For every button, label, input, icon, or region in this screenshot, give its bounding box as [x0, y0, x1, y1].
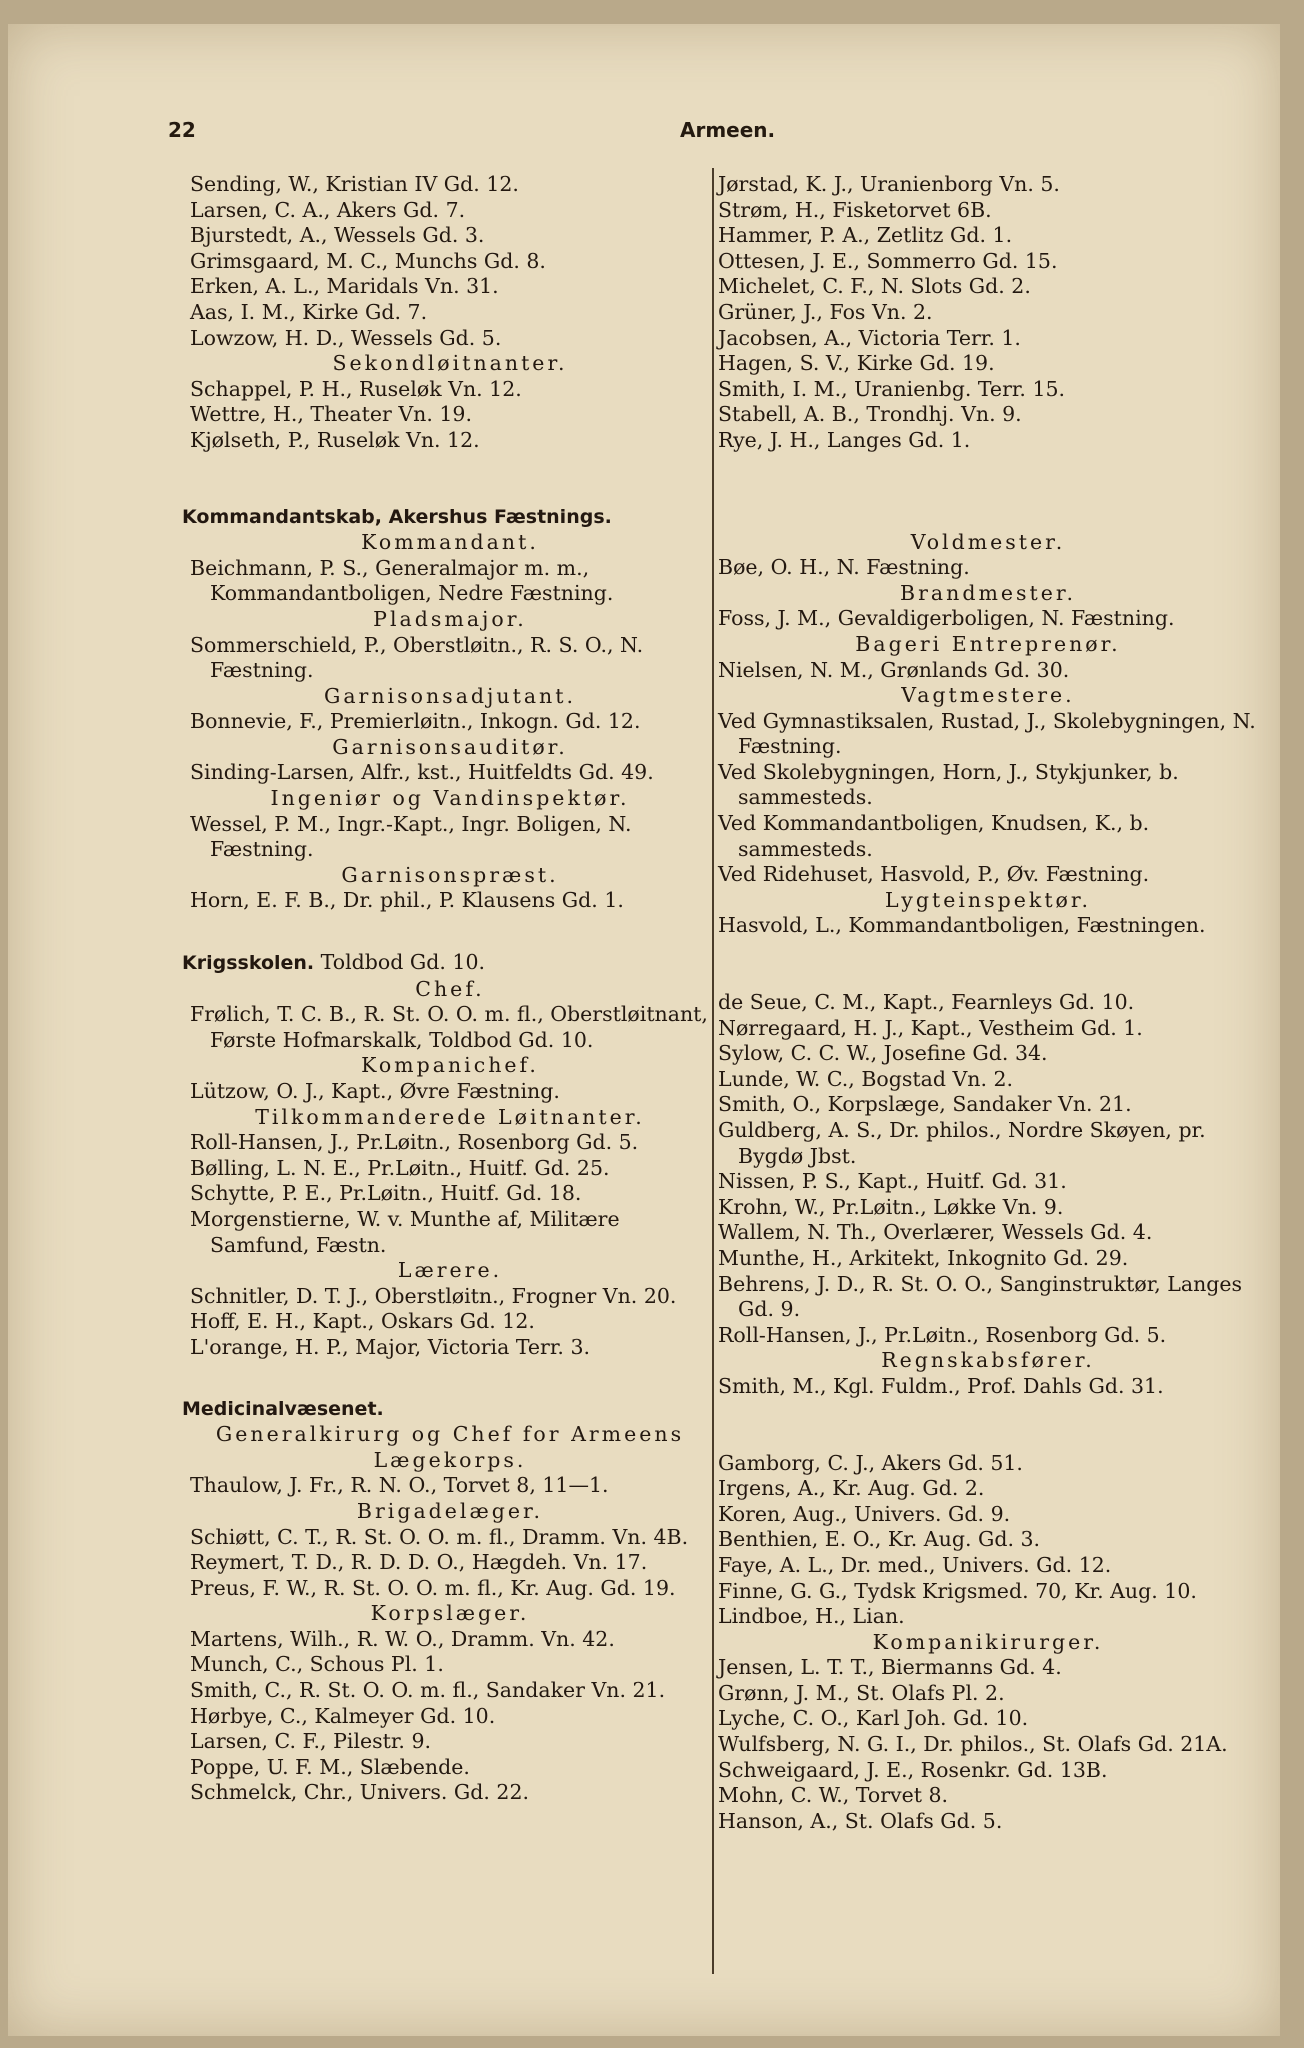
directory-entry: Roll-Hansen, J., Pr.Løitn., Rosenborg Gd. 5. [190, 1130, 639, 1155]
directory-entry: Erken, A. L., Maridals Vn. 31. [190, 274, 499, 299]
directory-entry: Smith, M., Kgl. Fuldm., Prof. Dahls Gd. 31. [718, 1373, 1164, 1398]
section-heading [182, 950, 710, 977]
directory-entry: Gamborg, C. J., Akers Gd. 51. [718, 1450, 1023, 1475]
subheading: Generalkirurg og Chef for Armeens [215, 1422, 685, 1447]
directory-entry: Foss, J. M., Gevaldigerboligen, N. Fæstning. [718, 606, 1175, 631]
directory-entry: Schytte, P. E., Pr.Løitn., Huitf. Gd. 18. [190, 1181, 582, 1206]
directory-entry: Strøm, H., Fisketorvet 6B. [718, 197, 992, 222]
directory-entry: Bøe, O. H., N. Fæstning. [718, 555, 970, 580]
spacer [190, 454, 710, 505]
directory-entry: Jacobsen, A., Victoria Terr. 1. [718, 325, 1021, 350]
directory-entry: Nørregaard, H. J., Kapt., Vestheim Gd. 1. [718, 1015, 1143, 1040]
directory-entry: Grüner, J., Fos Vn. 2. [718, 299, 933, 324]
directory-entry: Larsen, C. F., Pilestr. 9. [190, 1729, 432, 1754]
directory-entry: Lützow, O. J., Kapt., Øvre Fæstning. [190, 1079, 560, 1103]
directory-entry: Hasvold, L., Kommandantboligen, Fæstningen. [718, 913, 1206, 938]
spacer [718, 939, 1258, 990]
directory-entry: Ved Kommandantboligen, Knudsen, K., b. sammesteds. [718, 811, 1150, 861]
directory-entry: Jensen, L. T. T., Biermanns Gd. 4. [718, 1655, 1062, 1680]
directory-entry: Behrens, J. D., R. St. O. O., Sanginstruktør, Langes Gd. 9. [718, 1271, 1243, 1322]
section-heading [182, 1397, 710, 1423]
directory-entry: Smith, C., R. St. O. O. m. fl., Sandaker Vn. 21. [190, 1678, 666, 1703]
directory-entry: Larsen, C. A., Akers Gd. 7. [190, 197, 466, 222]
subheading: Kommandant. [361, 530, 539, 555]
subheading: Vagtmestere. [901, 683, 1075, 708]
directory-entry: Hanson, A., St. Olafs Gd. 5. [718, 1808, 1003, 1833]
page-number: 22 [168, 118, 196, 142]
page-title: Armeen. [680, 118, 776, 142]
directory-entry: Hørbye, C., Kalmeyer Gd. 10. [190, 1703, 496, 1728]
directory-entry: Schweigaard, J. E., Rosenkr. Gd. 13B. [718, 1757, 1108, 1782]
directory-entry: Finne, G. G., Tydsk Krigsmed. 70, Kr. Aug. 10. [718, 1578, 1197, 1603]
subheading: Ingeniør og Vandinspektør. [270, 786, 630, 811]
subheading: Regnskabsfører. [881, 1348, 1095, 1373]
spacer [190, 914, 710, 950]
directory-entry: Lowzow, H. D., Wessels Gd. 5. [190, 325, 502, 350]
spacer [190, 1361, 710, 1397]
directory-entry: Hagen, S. V., Kirke Gd. 19. [718, 351, 995, 376]
directory-entry: Morgenstierne, W. v. Munthe af, Militære Samfund, Fæstn. [190, 1206, 620, 1257]
directory-entry: Ottesen, J. E., Sommerro Gd. 15. [718, 248, 1058, 273]
directory-entry: Schappel, P. H., Ruseløk Vn. 12. [190, 376, 522, 401]
directory-entry: Bonnevie, F., Premierløitn., Inkogn. Gd. 12. [190, 709, 641, 734]
directory-entry: Wulfsberg, N. G. I., Dr. philos., St. Olafs Gd. 21A. [718, 1732, 1228, 1757]
directory-entry: Beichmann, P. S., Generalmajor m. m., Kommandantboligen, Nedre Fæstning. [190, 555, 614, 606]
right-column [718, 172, 1258, 1834]
section-address: Toldbod Gd. 10. [314, 950, 486, 975]
directory-entry: Mohn, C. W., Torvet 8. [718, 1783, 949, 1808]
directory-entry: Wettre, H., Theater Vn. 19. [190, 402, 472, 427]
subheading: Garnisonsauditør. [332, 734, 568, 759]
subheading: Voldmester. [910, 529, 1066, 554]
directory-entry: Frølich, T. C. B., R. St. O. O. m. fl., Oberstløitnant, Første Hofmarskalk, Toldbod Gd. 10. [190, 1002, 708, 1052]
subheading: Pladsmajor. [373, 606, 527, 631]
directory-entry: Aas, I. M., Kirke Gd. 7. [190, 299, 428, 324]
directory-entry: Lunde, W. C., Bogstad Vn. 2. [718, 1066, 1014, 1091]
directory-entry: Schnitler, D. T. J., Oberstløitn., Frogner Vn. 20. [190, 1283, 677, 1308]
directory-entry: Munthe, H., Arkitekt, Inkognito Gd. 29. [718, 1245, 1129, 1270]
directory-entry: Lindboe, H., Lian. [718, 1604, 905, 1629]
section-title: Kommandantskab, Akershus Fæstnings. [182, 505, 612, 528]
directory-entry: Hoff, E. H., Kapt., Oskars Gd. 12. [190, 1309, 535, 1334]
directory-entry: Wallem, N. Th., Overlærer, Wessels Gd. 4. [718, 1220, 1153, 1245]
directory-entry: Reymert, T. D., R. D. D. O., Hægdeh. Vn. 17. [190, 1550, 648, 1575]
directory-entry: Rye, J. H., Langes Gd. 1. [718, 427, 971, 452]
directory-entry: Lyche, C. O., Karl Joh. Gd. 10. [718, 1706, 1029, 1731]
directory-entry: Sylow, C. C. W., Josefine Gd. 34. [718, 1041, 1048, 1066]
directory-entry: Sending, W., Kristian IV Gd. 12. [190, 172, 519, 196]
directory-entry: Grønn, J. M., St. Olafs Pl. 2. [718, 1680, 1005, 1705]
column-divider [712, 168, 714, 1974]
directory-entry: Kjølseth, P., Ruseløk Vn. 12. [190, 427, 480, 452]
subheading: Sekondløitnanter. [332, 351, 568, 376]
directory-entry: Horn, E. F. B., Dr. phil., P. Klausens Gd. 1. [190, 888, 624, 913]
directory-entry: Bølling, L. N. E., Pr.Løitn., Huitf. Gd. 25. [190, 1155, 610, 1180]
directory-entry: Jørstad, K. J., Uranienborg Vn. 5. [718, 172, 1060, 196]
section-title: Medicinalvæsenet. [182, 1397, 384, 1420]
subheading: Lærere. [397, 1258, 503, 1283]
directory-entry: Martens, Wilh., R. W. O., Dramm. Vn. 42. [190, 1626, 615, 1651]
subheading: Brigadelæger. [356, 1498, 544, 1523]
directory-entry: Thaulow, J. Fr., R. N. O., Torvet 8, 11—1. [190, 1473, 609, 1498]
subheading: Lægekorps. [373, 1447, 527, 1472]
directory-entry: Benthien, E. O., Kr. Aug. Gd. 3. [718, 1527, 1041, 1552]
subheading: Korpslæger. [370, 1601, 530, 1626]
section-title: Krigsskolen. [182, 952, 315, 975]
subheading: Tilkommanderede Løitnanter. [255, 1104, 645, 1129]
directory-entry: Sommerschield, P., Oberstløitn., R. S. O., N. Fæstning. [190, 632, 644, 683]
directory-entry: Roll-Hansen, J., Pr.Løitn., Rosenborg Gd. 5. [718, 1322, 1167, 1347]
directory-entry: Faye, A. L., Dr. med., Univers. Gd. 12. [718, 1552, 1112, 1577]
directory-entry: Ved Skolebygningen, Horn, J., Stykjunker, b. sammesteds. [718, 759, 1179, 810]
directory-entry: Ved Gymnastiksalen, Rustad, J., Skolebygningen, N. Fæstning. [718, 708, 1256, 759]
section-heading [182, 505, 710, 531]
directory-entry: Koren, Aug., Univers. Gd. 9. [718, 1501, 1011, 1526]
directory-entry: Nissen, P. S., Kapt., Huitf. Gd. 31. [718, 1169, 1067, 1194]
directory-entry: Hammer, P. A., Zetlitz Gd. 1. [718, 223, 1013, 248]
directory-entry: Preus, F. W., R. St. O. O. m. fl., Kr. Aug. Gd. 19. [190, 1575, 676, 1600]
directory-entry: Ved Ridehuset, Hasvold, P., Øv. Fæstning. [718, 862, 1150, 887]
left-column [182, 172, 710, 1806]
directory-entry: Sinding-Larsen, Alfr., kst., Huitfeldts Gd. 49. [190, 760, 654, 785]
subheading: Kompanikirurger. [872, 1629, 1104, 1654]
directory-entry: Stabell, A. B., Trondhj. Vn. 9. [718, 402, 1022, 427]
page-header [160, 118, 1250, 144]
subheading: Brandmester. [900, 580, 1076, 605]
spacer [718, 454, 1258, 530]
directory-entry: Smith, I. M., Uranienbg. Terr. 15. [718, 376, 1066, 401]
directory-entry: L'orange, H. P., Major, Victoria Terr. 3. [190, 1334, 591, 1359]
directory-entry: Krohn, W., Pr.Løitn., Løkke Vn. 9. [718, 1194, 1064, 1219]
directory-entry: Guldberg, A. S., Dr. philos., Nordre Skøyen, pr. Bygdø Jbst. [718, 1118, 1206, 1168]
subheading: Lygteinspektør. [885, 887, 1091, 912]
directory-entry: Wessel, P. M., Ingr.-Kapt., Ingr. Boligen, N. Fæstning. [190, 811, 632, 862]
subheading: Garnisonspræst. [341, 862, 559, 887]
directory-entry: Michelet, C. F., N. Slots Gd. 2. [718, 274, 1031, 299]
subheading: Bageri Entreprenør. [855, 631, 1121, 656]
subheading: Kompanichef. [361, 1053, 539, 1078]
directory-entry: Bjurstedt, A., Wessels Gd. 3. [190, 223, 485, 248]
directory-entry: Schiøtt, C. T., R. St. O. O. m. fl., Dramm. Vn. 4B. [190, 1524, 689, 1549]
subheading: Chef. [415, 976, 485, 1001]
directory-entry: Grimsgaard, M. C., Munchs Gd. 8. [190, 248, 546, 273]
spacer [718, 1400, 1258, 1451]
subheading: Garnisonsadjutant. [323, 683, 577, 708]
directory-entry: Poppe, U. F. M., Slæbende. [190, 1754, 470, 1779]
directory-entry: Smith, O., Korpslæge, Sandaker Vn. 21. [718, 1092, 1132, 1117]
directory-entry: Irgens, A., Kr. Aug. Gd. 2. [718, 1476, 985, 1501]
directory-entry: Nielsen, N. M., Grønlands Gd. 30. [718, 657, 1070, 682]
directory-entry: Schmelck, Chr., Univers. Gd. 22. [190, 1780, 530, 1805]
directory-entry: Munch, C., Schous Pl. 1. [190, 1652, 444, 1677]
directory-entry: de Seue, C. M., Kapt., Fearnleys Gd. 10. [718, 990, 1135, 1015]
